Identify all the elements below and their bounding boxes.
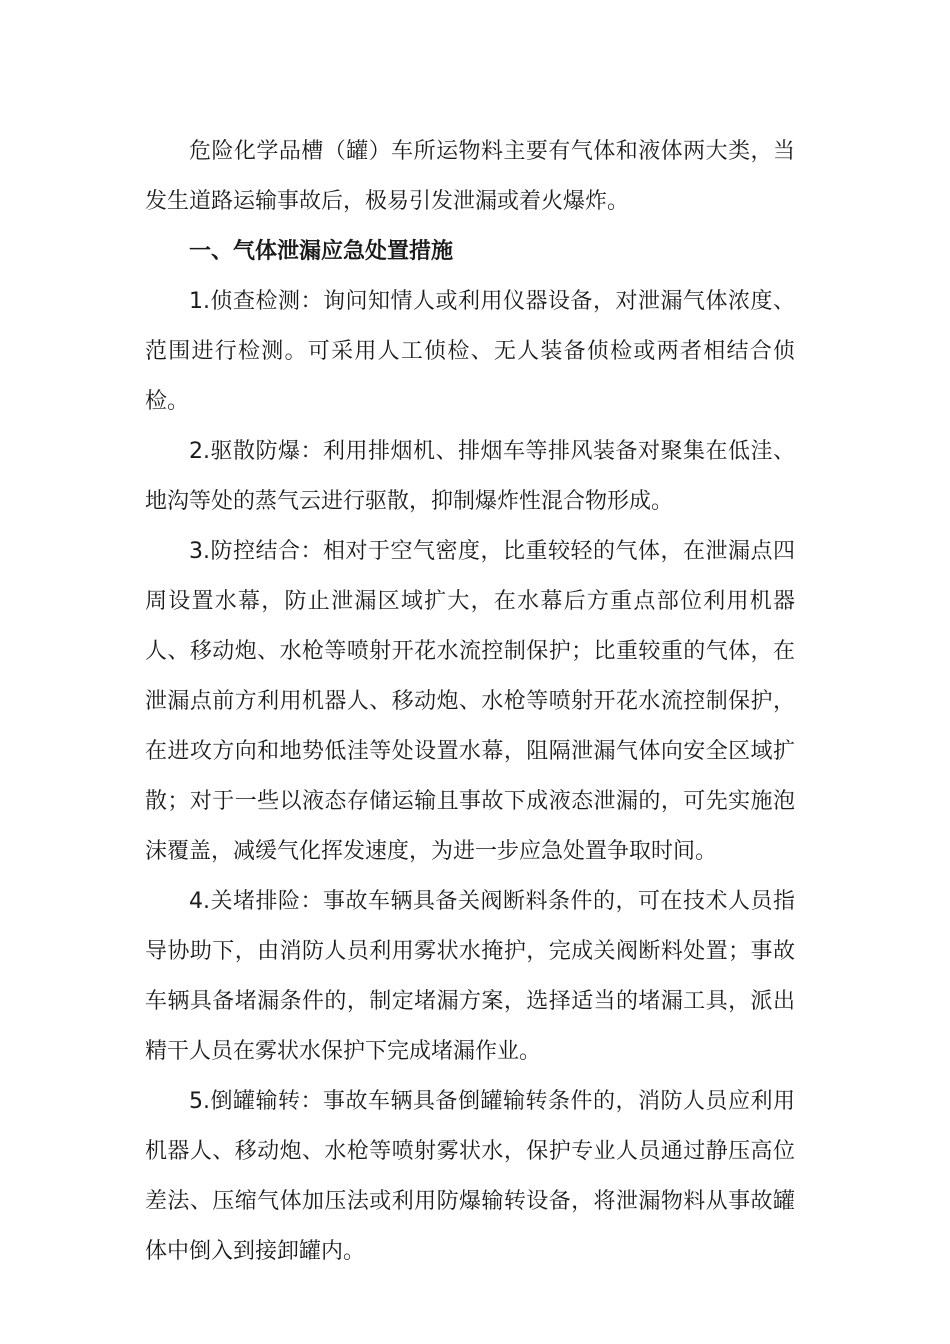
item-paragraph-3: 3.防控结合：相对于空气密度，比重较轻的气体，在泄漏点四周设置水幕，防止泄漏区域扩大，在水幕后方重点部位利用机器人、移动炮、水枪等喷射开花水流控制保护；比重较重的气体，在泄漏点前方利用机器人、移动炮、水枪等喷射开花水流控制保护，在进攻方向和地势低洼等处设置水幕，阻隔泄漏气体向安全区域扩散；对于一些以液态存储运输且事故下成液态泄漏的，可先实施泡沫覆盖，减缓气化挥发速度，为进一步应急处置争取时间。 [145, 539, 795, 864]
item-paragraph-4: 4.关堵排险：事故车辆具备关阀断料条件的，可在技术人员指导协助下，由消防人员利用雾状水掩护，完成关阀断料处置；事故车辆具备堵漏条件的，制定堵漏方案，选择适当的堵漏工具，派出精干人员在雾状水保护下完成堵漏作业。 [145, 889, 795, 1064]
item-paragraph-2: 2.驱散防爆：利用排烟机、排烟车等排风装备对聚集在低洼、地沟等处的蒸气云进行驱散，抑制爆炸性混合物形成。 [145, 439, 795, 514]
document-body [145, 127, 795, 1277]
item-paragraph-5: 5.倒罐输转：事故车辆具备倒罐输转条件的，消防人员应利用机器人、移动炮、水枪等喷射雾状水，保护专业人员通过静压高位差法、压缩气体加压法或利用防爆输转设备，将泄漏物料从事故罐体中倒入到接卸罐内。 [145, 1089, 795, 1264]
intro-paragraph: 危险化学品槽（罐）车所运物料主要有气体和液体两大类，当发生道路运输事故后，极易引发泄漏或着火爆炸。 [145, 139, 795, 214]
section-heading: 一、气体泄漏应急处置措施 [189, 239, 454, 264]
item-paragraph-1: 1.侦查检测：询问知情人或利用仪器设备，对泄漏气体浓度、范围进行检测。可采用人工侦检、无人装备侦检或两者相结合侦检。 [145, 289, 795, 414]
